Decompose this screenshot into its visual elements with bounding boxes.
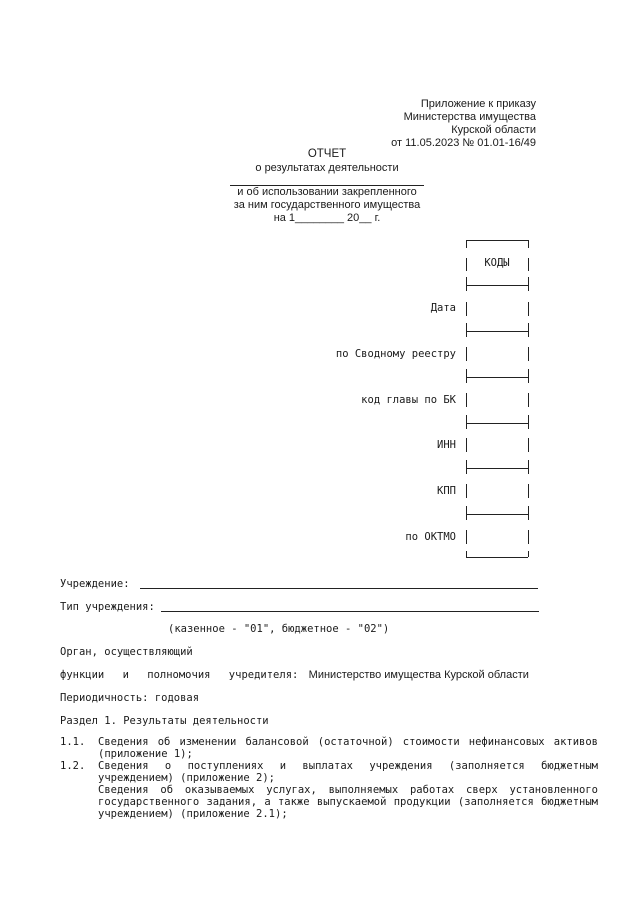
periodicity: Периодичность: годовая (60, 692, 200, 704)
appendix-line-1: Приложение к приказу (420, 98, 536, 110)
codes-table-border (466, 514, 528, 515)
organ-word-and: и (122, 669, 129, 681)
list-item (60, 760, 598, 784)
codes-table-border (466, 530, 467, 544)
codes-table-border (528, 551, 529, 557)
institution-label: Учреждение: (60, 578, 130, 590)
appendix-line-2: Министерства имущества (403, 111, 536, 123)
organ-word-powers: полномочия (147, 669, 211, 681)
codes-table-border (466, 460, 467, 474)
report-subtitle-rest (220, 186, 434, 225)
list-item (60, 736, 598, 760)
codes-table-border (466, 423, 528, 424)
codes-table-border (466, 240, 528, 241)
codes-table-border (528, 323, 529, 337)
report-line-3: за ним государственного имущества (233, 199, 421, 211)
codes-table-border (466, 369, 467, 383)
codes-table-border (528, 369, 529, 383)
code-value-inn[interactable] (470, 439, 526, 451)
codes-table-border (528, 484, 529, 498)
code-value-date[interactable] (470, 302, 526, 314)
organ-word-functions: функции (60, 669, 105, 681)
appendix-header (391, 98, 536, 150)
code-label-budget-chapter: код главы по БК (361, 394, 456, 406)
codes-table-border (528, 506, 529, 520)
code-label-inn: ИНН (437, 439, 456, 451)
code-value-budget-chapter[interactable] (470, 394, 526, 406)
codes-table-border (528, 530, 529, 544)
item-text-continuation: Сведения об оказываемых услугах, выполняемых работах сверх установленного государственного задания, а также выпускаемой продукции (заполняется бюджетным учреждением) (приложение 2.1); (98, 784, 598, 820)
codes-table-border (528, 415, 529, 429)
codes-table-border (466, 438, 467, 452)
code-value-oktmo[interactable] (470, 531, 526, 543)
codes-table-border (466, 347, 467, 361)
code-label-oktmo: по ОКТМО (405, 531, 456, 543)
codes-table-border (466, 377, 528, 378)
codes-table-border (466, 506, 467, 520)
appendix-line-4: от 11.05.2023 № 01.01-16/49 (391, 137, 536, 149)
institution-type-row (60, 600, 539, 613)
appendix-line-3: Курской области (451, 124, 536, 136)
section-items (60, 736, 598, 820)
institution-row (60, 577, 538, 590)
institution-type-hint: (казенное - "01", бюджетное - "02") (168, 623, 390, 635)
codes-table-border (466, 240, 467, 248)
organ-value: Министерство имущества Курской области (308, 669, 529, 681)
codes-table-border (528, 393, 529, 407)
section-title: Раздел 1. Результаты деятельности (60, 715, 269, 727)
institution-type-label: Тип учреждения: (60, 601, 155, 613)
codes-table-border (528, 347, 529, 361)
codes-table-border (466, 302, 467, 316)
item-number: 1.2. (60, 760, 86, 772)
codes-table-border (466, 484, 467, 498)
item-text: Сведения об изменении балансовой (остаточной) стоимости нефинансовых активов (приложение 1); (98, 736, 598, 760)
codes-table-border (528, 438, 529, 452)
codes-table-border (528, 302, 529, 316)
code-value-registry[interactable] (470, 348, 526, 360)
report-line-2: и об использовании закрепленного (237, 186, 417, 198)
code-label-date: Дата (430, 302, 456, 314)
organ-word-founder: учредителя: (228, 669, 299, 681)
codes-table-border (466, 415, 467, 429)
report-date-line[interactable]: на 1________ 20__ г. (273, 212, 381, 224)
codes-table-border (466, 331, 528, 332)
institution-field[interactable] (140, 577, 538, 589)
codes-header: КОДЫ (484, 257, 510, 269)
codes-table-border (528, 460, 529, 474)
item-text: Сведения о поступлениях и выплатах учреждения (заполняется бюджетным учреждением) (приложение 2); (98, 760, 598, 784)
organ-row (60, 669, 529, 681)
report-subtitle: о результатах деятельности (255, 162, 399, 174)
codes-table-border (466, 323, 467, 337)
codes-table-border (466, 277, 467, 291)
report-title: ОТЧЕТ (307, 148, 347, 160)
item-number: 1.1. (60, 736, 86, 748)
codes-table-border (528, 258, 529, 271)
code-label-kpp: КПП (437, 485, 456, 497)
codes-table-border (466, 468, 528, 469)
code-label-registry: по Сводному реестру (335, 348, 456, 360)
codes-table-border (466, 285, 528, 286)
codes-table-border (466, 557, 528, 558)
codes-table-border (528, 277, 529, 291)
code-value-kpp[interactable] (470, 485, 526, 497)
organ-label-line-1: Орган, осуществляющий (60, 646, 193, 658)
institution-type-field[interactable] (161, 600, 539, 612)
codes-table-border (528, 240, 529, 248)
codes-table-border (466, 393, 467, 407)
